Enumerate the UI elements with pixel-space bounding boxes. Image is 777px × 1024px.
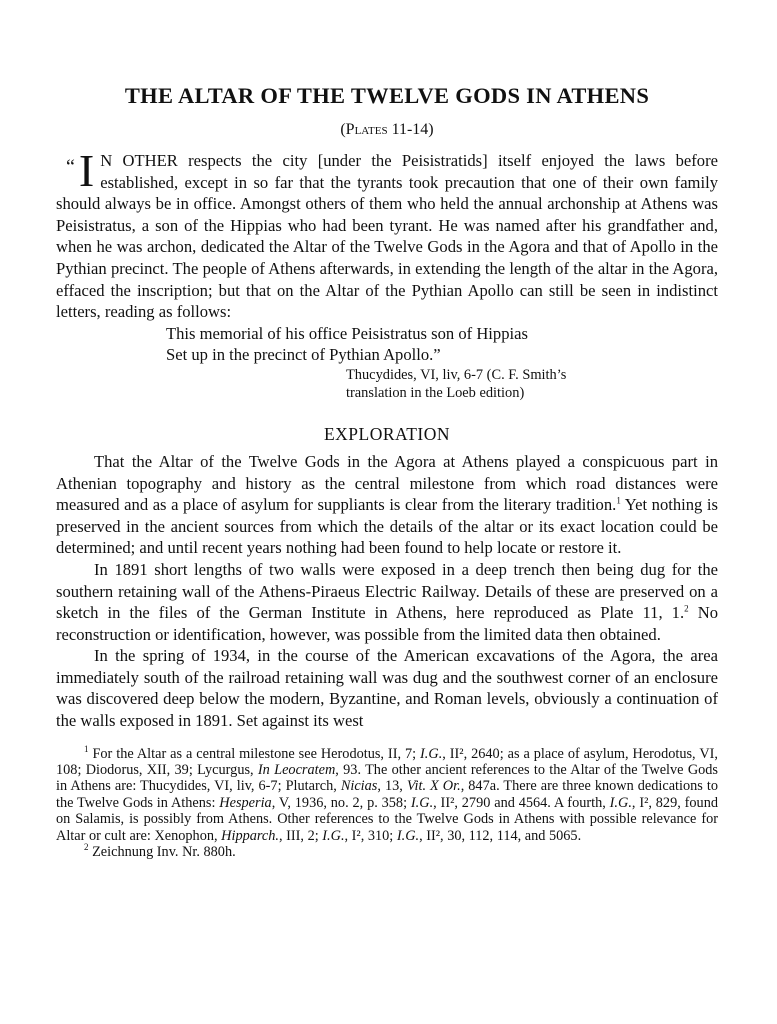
- opening-text: N OTHER respects the city [under the Peisistratids] itself enjoyed the laws before established, except in so far that the tyrants took precaution that one of their own family should always be in office. Amongst others of them who held the annual archonship at Athens was Peisistratus, a son of the Hippias who had been tyrant. He was named after his grandfather and, when he was archon, dedicated the Altar of the Twelve Gods in the Agora and that of Apollo in the Pythian precinct. The people of Athens afterwards, in extending the length of the altar in the Agora, effaced the inscription; but that on the Altar of the Pythian Apollo can still be seen in indistinct letters, reading as follows:: [56, 151, 718, 322]
- inscription-verse: [166, 323, 718, 366]
- paragraph-1: That the Altar of the Twelve Gods in the Agora at Athens played a conspicuous part in Athenian topography and history as the central milestone from which road distances were measured and as a place of asylum for suppliants is clear from the literary tradition.$^1$ Yet nothing is preserved in the ancient sources from which the details of the altar or its exact location could be determined; and until recent years nothing had been found to help locate or restore it.: [56, 451, 718, 558]
- citation-line-1: Thucydides, VI, liv, 6-7 (C. F. Smith’s: [346, 366, 567, 383]
- page: [56, 82, 718, 861]
- footnotes: [56, 743, 719, 861]
- opening-quote-block: [56, 145, 718, 323]
- citation-line-2: translation in the Loeb edition): [346, 384, 525, 401]
- article-title: THE ALTAR OF THE TWELVE GODS IN ATHENS: [124, 83, 650, 108]
- plates-reference: (Plates 11-14): [340, 121, 434, 138]
- footnote-ref-1: 1: [616, 495, 621, 506]
- verse-line-2: Set up in the precinct of Pythian Apollo.”: [166, 345, 441, 365]
- opening-paragraph: [56, 145, 718, 323]
- citation: [346, 366, 718, 402]
- verse-line-1: This memorial of his office Peisistratus son of Hippias: [166, 323, 528, 343]
- drop-cap: “I: [66, 145, 95, 196]
- opening-quote-mark: “: [66, 156, 75, 178]
- section-heading: EXPLORATION: [323, 423, 451, 444]
- paragraph-3: In the spring of 1934, in the course of the American excavations of the Agora, the area immediately south of the railroad retaining wall was dug and the southwest corner of an enclosure was discovered deep below the modern, Byzantine, and Roman levels, obviously a continuation of the walls exposed in 1891. Set against its west: [56, 646, 718, 731]
- footnote-ref-2: 2: [684, 603, 689, 614]
- footnote-2: $^2$ Zeichnung Inv. Nr. 880h.: [84, 842, 236, 861]
- footnote-1: $^1$ For the Altar as a central milestone see Herodotus, II, 7; I.G., II², 2640; as a place of asylum, Herodotus, VI, 108; Diodorus, XII, 39; Lycurgus, In Leocratem, 93. The other ancient references to the Altar of the Twelve Gods in Athens are: Thucydides, VI, liv, 6-7; Plutarch, Nicias, 13, Vit. X Or., 847a. There are three known dedications to the Twelve Gods in Athens: Hesperia, V, 1936, no. 2, p. 358; I.G., II², 2790 and 4564. A fourth, I.G., I², 829, found on Salamis, is possibly from Athens. Other references to the Twelve Gods in Athens with possible relevance for Altar or cult are: Xenophon, Hipparch., III, 2; I.G., I², 310; I.G., II², 30, 112, 114, and 5065.: [56, 743, 719, 844]
- paragraph-2: In 1891 short lengths of two walls were exposed in a deep trench then being dug for the southern retaining wall of the Athens-Piraeus Electric Railway. Details of these are preserved on a sketch in the files of the German Institute in Athens, here reproduced as Plate 11, 1.$^2$ No reconstruction or identification, however, was possible from the limited data then obtained.: [56, 559, 718, 644]
